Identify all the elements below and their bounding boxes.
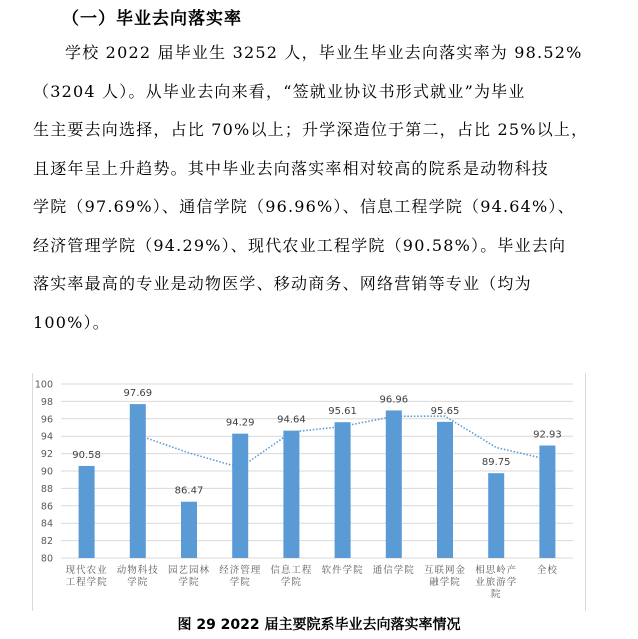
- y-tick-label: 90: [40, 466, 53, 478]
- data-label: 94.64: [277, 414, 306, 426]
- bar: [437, 422, 453, 558]
- paragraph-line: 且逐年呈上升趋势。其中毕业去向落实率相对较高的院系是动物科技: [33, 158, 550, 178]
- x-category-label: 融学院: [429, 577, 461, 588]
- x-category-label: 互联网金: [423, 565, 467, 576]
- y-tick-label: 96: [40, 414, 53, 426]
- bar: [283, 431, 299, 558]
- paragraph-line: 经济管理学院（94.29%）、现代农业工程学院（90.58%）。毕业去向: [33, 235, 567, 255]
- y-tick-label: 92: [40, 449, 53, 461]
- y-tick-label: 98: [40, 396, 53, 408]
- paragraph-line: 生主要去向选择，占比 70%以上；升学深造位于第二，占比 25%以上，: [33, 120, 589, 139]
- x-category-label: 学院: [127, 577, 149, 588]
- bar: [181, 502, 197, 558]
- data-label: 97.69: [123, 388, 153, 400]
- data-label: 96.96: [379, 394, 409, 406]
- y-tick-label: 94: [40, 431, 53, 443]
- x-category-label: 业旅游学: [475, 577, 518, 588]
- x-category-label: 信息工程: [270, 565, 313, 576]
- paragraph-line: 100%）。: [33, 312, 110, 332]
- x-category-label: 经济管理: [219, 565, 262, 576]
- bar: [232, 434, 248, 558]
- y-tick-label: 86: [40, 501, 53, 513]
- bar: [386, 410, 402, 558]
- bar: [335, 422, 351, 558]
- data-label: 95.65: [430, 405, 460, 417]
- data-label: 94.29: [225, 417, 255, 429]
- data-label: 95.61: [328, 406, 357, 418]
- body-paragraph: [33, 34, 613, 342]
- x-category-label: 全校: [536, 565, 558, 576]
- data-label: 89.75: [481, 457, 511, 469]
- chart-canvas: [33, 373, 585, 611]
- x-category-label: 通信学院: [372, 565, 415, 576]
- x-category-label: 学院: [229, 577, 251, 588]
- x-category-label: 学院: [178, 577, 200, 588]
- bar: [130, 404, 146, 558]
- y-tick-label: 88: [40, 483, 53, 495]
- paragraph-line: 学校 2022 届毕业生 3252 人，毕业生毕业去向落实率为 98.52%: [65, 43, 583, 62]
- data-label: 92.93: [533, 429, 562, 441]
- bar-chart: [32, 373, 586, 611]
- data-label: 90.58: [72, 449, 101, 461]
- x-category-label: 学院: [280, 577, 302, 588]
- y-tick-label: 82: [40, 536, 53, 548]
- section-heading: （一）毕业去向落实率: [62, 9, 242, 29]
- x-category-label: 软件学院: [321, 565, 364, 576]
- bar: [539, 446, 555, 558]
- x-category-label: 动物科技: [116, 565, 159, 576]
- x-category-label: 院: [490, 589, 502, 600]
- paragraph-line: 落实率最高的专业是动物医学、移动商务、网络营销等专业（均为: [33, 274, 532, 293]
- x-category-label: 现代农业: [65, 565, 108, 576]
- data-label: 86.47: [174, 485, 204, 497]
- paragraph-line: （3204 人）。从毕业去向来看，“签就业协议书形式就业”为毕业: [33, 81, 526, 101]
- figure-caption: 图 29 2022 届主要院系毕业去向落实率情况: [177, 617, 461, 633]
- y-tick-label: 80: [40, 553, 53, 565]
- x-category-label: 园艺园林: [167, 565, 211, 576]
- bar: [79, 466, 95, 558]
- x-category-label: 工程学院: [65, 577, 108, 588]
- y-tick-label: 100: [34, 379, 53, 391]
- y-tick-label: 84: [40, 518, 53, 530]
- x-category-label: 相思岭产: [475, 565, 518, 576]
- paragraph-line: 学院（97.69%）、通信学院（96.96%）、信息工程学院（94.64%）、: [33, 197, 575, 216]
- bar: [488, 473, 504, 558]
